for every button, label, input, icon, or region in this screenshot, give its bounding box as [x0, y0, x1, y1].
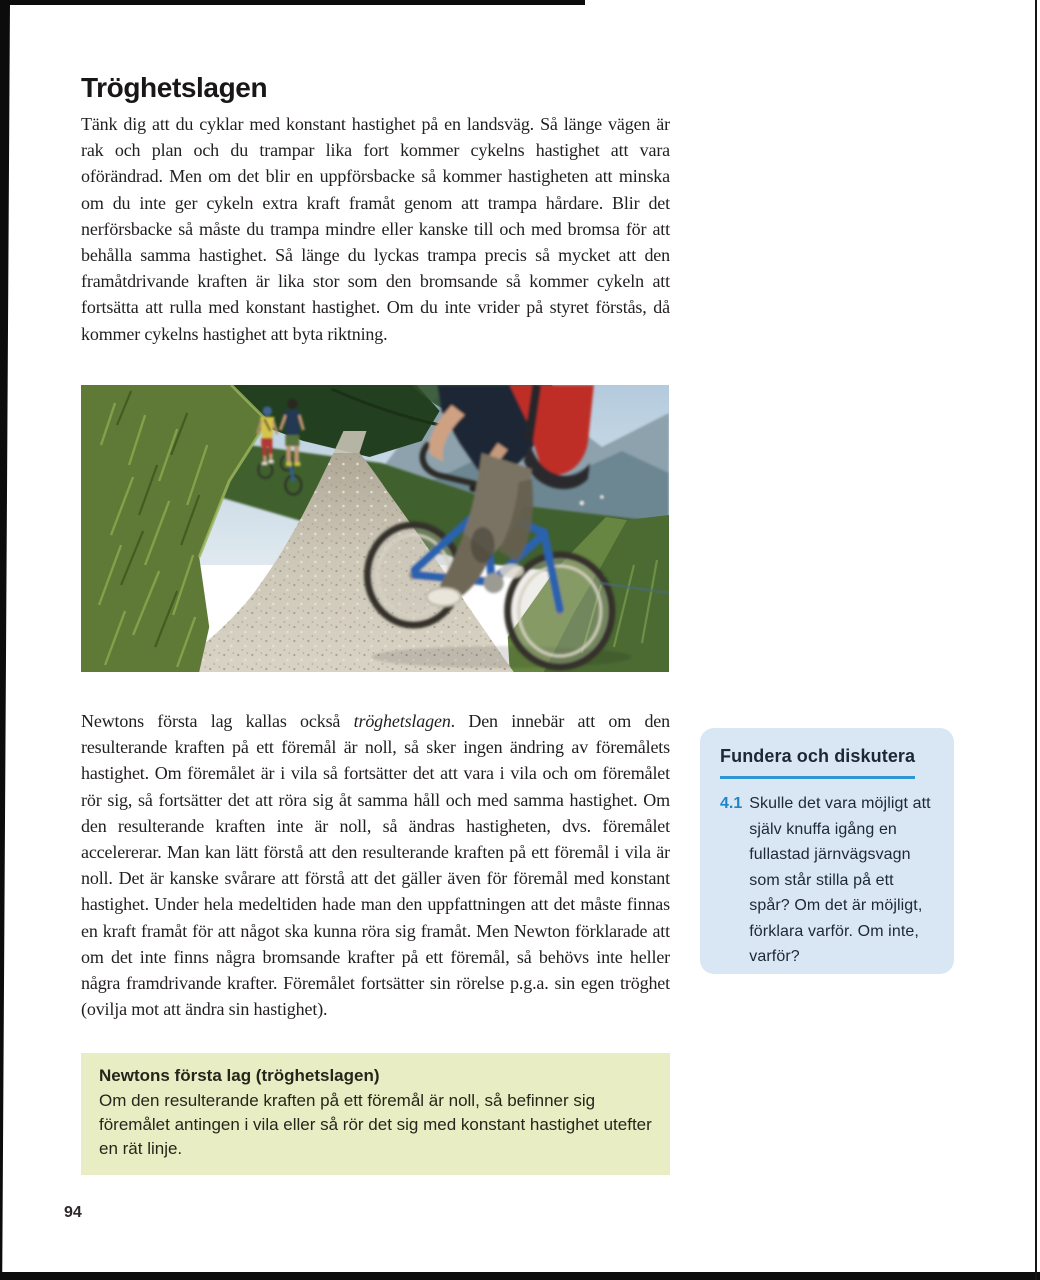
newton-paragraph-lead: Newtons första lag kallas också	[81, 711, 354, 731]
law-definition-text: Om den resulterande kraften på ett föremål är noll, så befinner sig föremålet antingen i vila eller så rör det sig med konstant hastighet utefter en rät linje.	[99, 1091, 652, 1158]
newton-paragraph-rest: . Den innebär att om den resulterande kraften på ett föremål är noll, så sker ingen ändring av föremålets hastighet. Om föremålet är i vila så fortsätter det att vara i vila och om föremålet rör sig, så fortsätter det att röra sig åt samma håll och med samma hastighet. Om den resulterande kraften inte är noll, så ändras hastigheten, dvs. föremålet accelererar. Man kan lätt förstå att den resulterande kraften på ett föremål i vila är noll. Det är kanske svårare att förstå att det gäller även för föremål med konstant hastighet. Under hela medeltiden hade man den uppfattningen att det måste finnas en kraft framåt för att något ska kunna röra sig framåt. Men Newton förklarade att om det inte finns några bromsande krafter på ett föremål, så behövs inte heller några framdrivande krafter. Föremålet fortsätter sin rörelse p.g.a. sin egen tröghet (ovilja mot att ändra sin hastighet).	[81, 711, 670, 1020]
discussion-question	[720, 791, 934, 970]
question-number: 4.1	[720, 795, 743, 812]
discussion-box-title: Fundera och diskutera	[720, 746, 915, 779]
law-definition-title: Newtons första lag (tröghetslagen)	[99, 1066, 380, 1085]
page-title: Tröghetslagen	[81, 72, 268, 103]
question-text: Skulle det vara möjligt att själv knuffa igång en fullastad järnvägsvagn som står stilla på ett spår? Om det är möjligt, förklara varför. Om inte, varför?	[749, 795, 931, 965]
cycling-photo-illustration	[81, 385, 669, 672]
scan-edge-right	[1035, 0, 1037, 1280]
newton-paragraph	[81, 708, 670, 1022]
intro-paragraph: Tänk dig att du cyklar med konstant hastighet på en landsväg. Så länge vägen är rak och plan och du trampar lika fort kommer cykelns hastighet att vara oförändrad. Men om det blir en uppförsbacke så kommer hastigheten att minska om du inte ger cykeln extra kraft framåt genom att trampa hårdare. Blir det nerförsbacke så måste du trampa mindre eller kanske till och med bromsa för att behålla samma hastighet. Så länge du lyckas trampa precis så mycket att den framåtdrivande kraften är lika stor som den bromsande så kommer cykeln att fortsätta att rulla med konstant hastighet. Om du inte vrider på styret förstås, då kommer cykelns hastighet att byta riktning.	[81, 114, 670, 344]
cycling-photo	[81, 385, 669, 672]
scan-edge-top	[0, 0, 585, 5]
law-definition-box	[81, 1053, 670, 1175]
scan-edge-bottom	[0, 1272, 1040, 1280]
scan-edge-left	[0, 0, 10, 1280]
newton-paragraph-term: tröghetslagen	[353, 711, 451, 731]
page-number: 94	[64, 1204, 82, 1221]
discussion-box	[700, 728, 954, 974]
